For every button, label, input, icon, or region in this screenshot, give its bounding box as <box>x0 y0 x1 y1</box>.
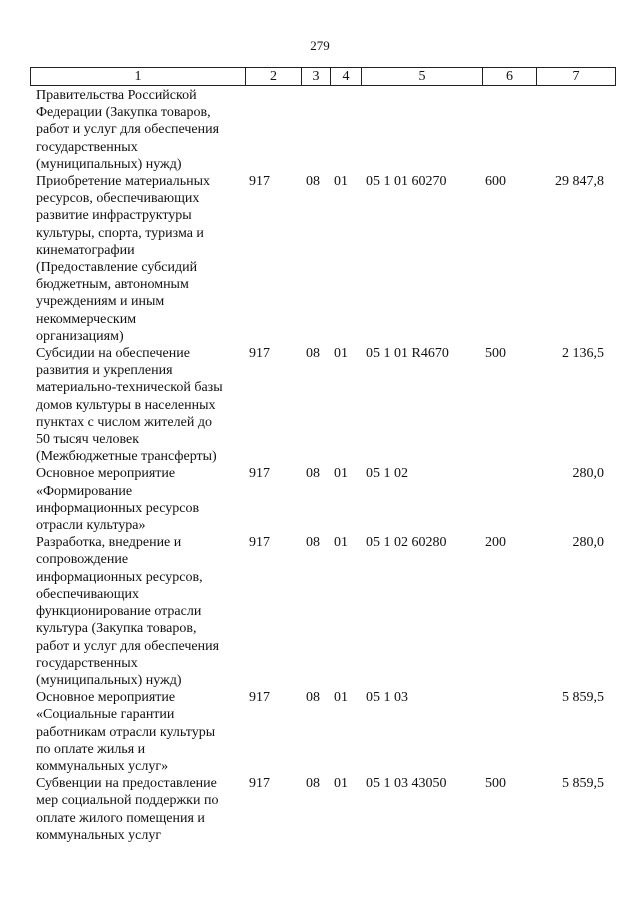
row-amount: 29 847,8 <box>555 174 604 190</box>
page-number: 279 <box>310 38 330 53</box>
column-header-table <box>30 67 616 86</box>
table-row <box>0 775 640 844</box>
table-row <box>0 345 640 465</box>
row-section: 08 <box>306 776 320 792</box>
row-name: Разработка, внедрение и сопровождение информационных ресурсов, обеспечивающих функционирование отрасли культура (Закупка товаров, работ и услуг для обеспечения государственных (муниципальных) нужд) <box>36 535 220 688</box>
row-section: 08 <box>306 346 320 362</box>
column-header-2: 2 <box>246 68 302 86</box>
column-header-5: 5 <box>362 68 483 86</box>
row-amount: 2 136,5 <box>562 346 604 362</box>
row-expense-type: 200 <box>485 535 506 551</box>
row-grbs: 917 <box>249 776 270 792</box>
row-subsection: 01 <box>334 346 348 362</box>
row-target-code: 05 1 02 <box>366 466 408 482</box>
row-expense-type: 500 <box>485 346 506 362</box>
row-grbs: 917 <box>249 346 270 362</box>
row-target-code: 05 1 01 R4670 <box>366 346 449 362</box>
row-section: 08 <box>306 690 320 706</box>
row-expense-type: 600 <box>485 174 506 190</box>
row-section: 08 <box>306 535 320 551</box>
row-name: Приобретение материальных ресурсов, обеспечивающих развитие инфраструктуры культуры, спорта, туризма и кинематографии (Предоставление субсидий бюджетным, автономным учреждениям и иным некоммерческим организациям) <box>36 174 211 344</box>
row-name: Основное мероприятие «Формирование информационных ресурсов отрасли культура» <box>36 466 200 534</box>
table-row <box>0 534 640 689</box>
row-amount: 280,0 <box>572 535 604 551</box>
table-row <box>0 465 640 534</box>
row-grbs: 917 <box>249 535 270 551</box>
row-amount: 5 859,5 <box>562 690 604 706</box>
row-amount: 280,0 <box>572 466 604 482</box>
table-row <box>0 173 640 345</box>
table-row <box>0 87 640 173</box>
column-header-3: 3 <box>302 68 331 86</box>
row-name: Субвенции на предоставление мер социальной поддержки по оплате жилого помещения и коммунальных услуг <box>36 776 219 843</box>
budget-table-body <box>0 87 640 844</box>
table-row <box>0 689 640 775</box>
row-grbs: 917 <box>249 690 270 706</box>
column-header-4: 4 <box>331 68 362 86</box>
row-amount: 5 859,5 <box>562 776 604 792</box>
row-target-code: 05 1 01 60270 <box>366 174 447 190</box>
column-header-1: 1 <box>31 68 246 86</box>
row-expense-type: 500 <box>485 776 506 792</box>
row-grbs: 917 <box>249 174 270 190</box>
column-header-6: 6 <box>483 68 537 86</box>
row-subsection: 01 <box>334 466 348 482</box>
row-subsection: 01 <box>334 690 348 706</box>
row-target-code: 05 1 03 43050 <box>366 776 447 792</box>
row-grbs: 917 <box>249 466 270 482</box>
column-header-row <box>31 68 616 86</box>
column-header-7: 7 <box>537 68 616 86</box>
row-section: 08 <box>306 174 320 190</box>
row-name: Правительства Российской Федерации (Закупка товаров, работ и услуг для обеспечения государственных (муниципальных) нужд) <box>36 88 220 172</box>
row-subsection: 01 <box>334 535 348 551</box>
row-name: Субсидии на обеспечение развития и укрепления материально-технической базы домов культуры в населенных пунктах с числом жителей до 50 тысяч человек (Межбюджетные трансферты) <box>36 346 223 465</box>
row-subsection: 01 <box>334 174 348 190</box>
row-target-code: 05 1 03 <box>366 690 408 706</box>
row-name: Основное мероприятие «Социальные гарантии работникам отрасли культуры по оплате жилья и коммунальных услуг» <box>36 690 216 774</box>
row-section: 08 <box>306 466 320 482</box>
row-subsection: 01 <box>334 776 348 792</box>
row-target-code: 05 1 02 60280 <box>366 535 447 551</box>
